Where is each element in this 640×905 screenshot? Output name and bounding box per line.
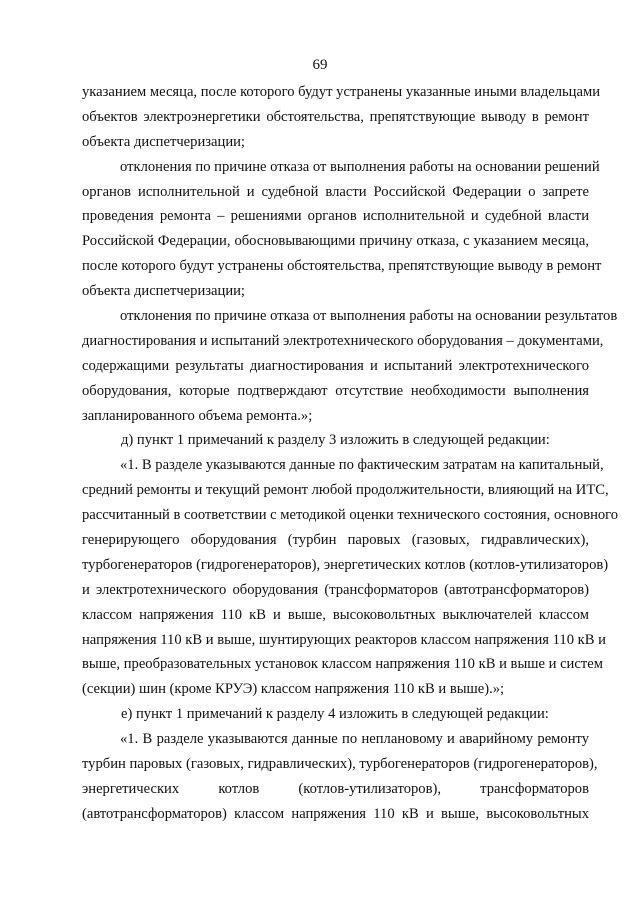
- text-line: (секции) шин (кроме КРУЭ) классом напряжения 110 кВ и выше).»;: [82, 681, 505, 698]
- text-line: проведения ремонта – решениями органов исполнительной и судебной власти: [82, 208, 589, 225]
- paragraph: [82, 155, 602, 304]
- text-line: турбогенераторов (гидрогенераторов), энергетических котлов (котлов-утилизаторов): [82, 556, 609, 573]
- text-line: оборудования, которые подтверждают отсутствие необходимости выполнения: [82, 382, 589, 399]
- paragraph: [82, 80, 601, 155]
- text-line: объектов электроэнергетики обстоятельства, препятствующие выводу в ремонт: [82, 108, 589, 125]
- text-line: «1. В разделе указываются данные по фактическим затратам на капитальный,: [120, 457, 604, 474]
- text-line: энергетических котлов (котлов-утилизаторов), трансформаторов: [82, 780, 589, 797]
- text-line: и электротехнического оборудования (трансформаторов (автотрансформаторов): [82, 581, 589, 598]
- text-line: объекта диспетчеризации;: [82, 283, 245, 300]
- text-line: (автотрансформаторов) классом напряжения 110 кВ и выше, высоковольтных: [82, 805, 589, 822]
- text-line: Российской Федерации, обосновывающими причину отказа, с указанием месяца,: [82, 233, 589, 250]
- text-line: запланированного объема ремонта.»;: [82, 407, 313, 424]
- paragraph: [82, 304, 618, 428]
- text-line: средний ремонты и текущий ремонт любой продолжительности, влияющий на ИТС,: [82, 482, 609, 499]
- text-line: «1. В разделе указываются данные по неплановому и аварийному ремонту: [120, 731, 589, 748]
- paragraph: [82, 702, 589, 727]
- text-line: е) пункт 1 примечаний к разделу 4 изложить в следующей редакции:: [121, 706, 549, 723]
- text-line: объекта диспетчеризации;: [82, 133, 245, 150]
- paragraph: [82, 453, 619, 702]
- text-line: напряжения 110 кВ и выше, шунтирующих реакторов классом напряжения 110 кВ и: [82, 631, 606, 648]
- text-line: отклонения по причине отказа от выполнения работы на основании результатов: [120, 308, 618, 325]
- paragraph: [82, 727, 598, 827]
- text-line: турбин паровых (газовых, гидравлических), турбогенераторов (гидрогенераторов),: [82, 756, 598, 773]
- paragraph: [82, 428, 589, 453]
- document-body: [82, 80, 619, 827]
- text-line: диагностирования и испытаний электротехнического оборудования – документами,: [82, 332, 604, 349]
- text-line: после которого будут устранены обстоятельства, препятствующие выводу в ремонт: [82, 258, 602, 275]
- text-line: органов исполнительной и судебной власти Российской Федерации о запрете: [82, 183, 589, 200]
- text-line: классом напряжения 110 кВ и выше, высоковольтных выключателей классом: [82, 606, 589, 623]
- page-number: 69: [312, 57, 328, 73]
- text-line: содержащими результаты диагностирования и испытаний электротехнического: [82, 357, 589, 374]
- text-line: д) пункт 1 примечаний к разделу 3 изложить в следующей редакции:: [121, 432, 550, 449]
- text-line: отклонения по причине отказа от выполнения работы на основании решений: [120, 158, 600, 175]
- text-line: генерирующего оборудования (турбин паровых (газовых, гидравлических),: [82, 532, 589, 549]
- text-line: рассчитанный в соответствии с методикой оценки технического состояния, основного: [82, 507, 619, 524]
- text-line: указанием месяца, после которого будут устранены указанные иными владельцами: [82, 84, 601, 100]
- text-line: выше, преобразовательных установок классом напряжения 110 кВ и выше и систем: [82, 656, 603, 673]
